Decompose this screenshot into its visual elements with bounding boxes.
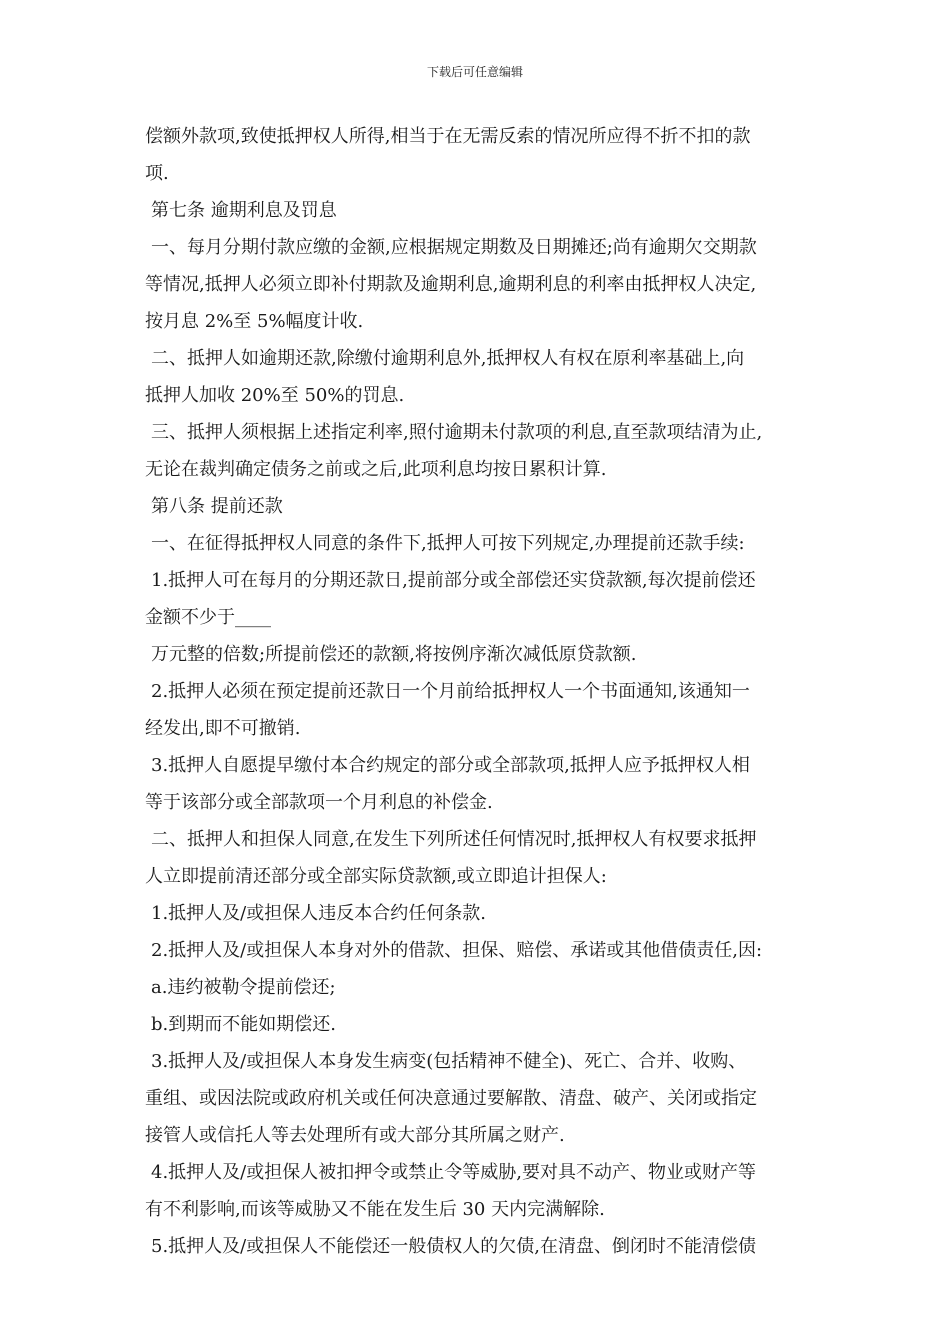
text-line: 按月息 2%至 5%幅度计收.: [145, 311, 364, 332]
text-line: 4.抵押人及/或担保人被扣押令或禁止令等威胁,要对具不动产、物业或财产等: [151, 1162, 756, 1183]
text-line: 万元整的倍数;所提前偿还的款额,将按例序渐次减低原贷款额.: [151, 644, 637, 665]
text-line: 1.抵押人可在每月的分期还款日,提前部分或全部偿还实贷款额,每次提前偿还: [151, 570, 756, 591]
text-line: 等情况,抵押人必须立即补付期款及逾期利息,逾期利息的利率由抵押权人决定,: [145, 274, 757, 295]
text-line: 3.抵押人自愿提早缴付本合约规定的部分或全部款项,抵押人应予抵押权人相: [151, 755, 750, 776]
text-line: 5.抵押人及/或担保人不能偿还一般债权人的欠债,在清盘、倒闭时不能清偿债: [151, 1236, 756, 1257]
text-line: a.违约被勒令提前偿还;: [151, 977, 336, 998]
text-line: 偿额外款项,致使抵押权人所得,相当于在无需反索的情况所应得不折不扣的款: [145, 126, 751, 147]
text-line: 无论在裁判确定债务之前或之后,此项利息均按日累积计算.: [145, 459, 607, 480]
text-line: 3.抵押人及/或担保人本身发生病变(包括精神不健全)、死亡、合并、收购、: [151, 1051, 747, 1072]
text-line: 重组、或因法院或政府机关或任何决意通过要解散、清盘、破产、关闭或指定: [145, 1088, 757, 1109]
article-heading: 第八条 提前还款: [151, 496, 283, 517]
text-line: 2.抵押人必须在预定提前还款日一个月前给抵押权人一个书面通知,该通知一: [151, 681, 750, 702]
text-line: 等于该部分或全部款项一个月利息的补偿金.: [145, 792, 493, 813]
text-line: 金额不少于____: [145, 607, 271, 628]
text-line: 一、每月分期付款应缴的金额,应根据规定期数及日期摊还;尚有逾期欠交期款: [151, 237, 757, 258]
text-line: 一、在征得抵押权人同意的条件下,抵押人可按下列规定,办理提前还款手续:: [151, 533, 745, 554]
text-line: 二、抵押人如逾期还款,除缴付逾期利息外,抵押权人有权在原利率基础上,向: [151, 348, 745, 369]
text-line: 2.抵押人及/或担保人本身对外的借款、担保、赔偿、承诺或其他借债责任,因:: [151, 940, 763, 961]
article-heading: 第七条 逾期利息及罚息: [151, 200, 337, 221]
text-line: b.到期而不能如期偿还.: [151, 1014, 336, 1035]
text-line: 有不利影响,而该等威胁又不能在发生后 30 天内完满解除.: [145, 1199, 605, 1220]
text-line: 经发出,即不可撤销.: [145, 718, 301, 739]
page-header: 下载后可任意编辑: [426, 65, 523, 79]
document-body: [145, 118, 820, 1265]
text-line: 人立即提前清还部分或全部实际贷款额,或立即追计担保人:: [145, 866, 607, 887]
text-line: 抵押人加收 20%至 50%的罚息.: [145, 385, 405, 406]
text-line: 项.: [145, 163, 169, 184]
text-line: 三、抵押人须根据上述指定利率,照付逾期未付款项的利息,直至款项结清为止,: [151, 422, 763, 443]
text-line: 1.抵押人及/或担保人违反本合约任何条款.: [151, 903, 486, 924]
text-line: 接管人或信托人等去处理所有或大部分其所属之财产.: [145, 1125, 565, 1146]
text-line: 二、抵押人和担保人同意,在发生下列所述任何情况时,抵押权人有权要求抵押: [151, 829, 757, 850]
